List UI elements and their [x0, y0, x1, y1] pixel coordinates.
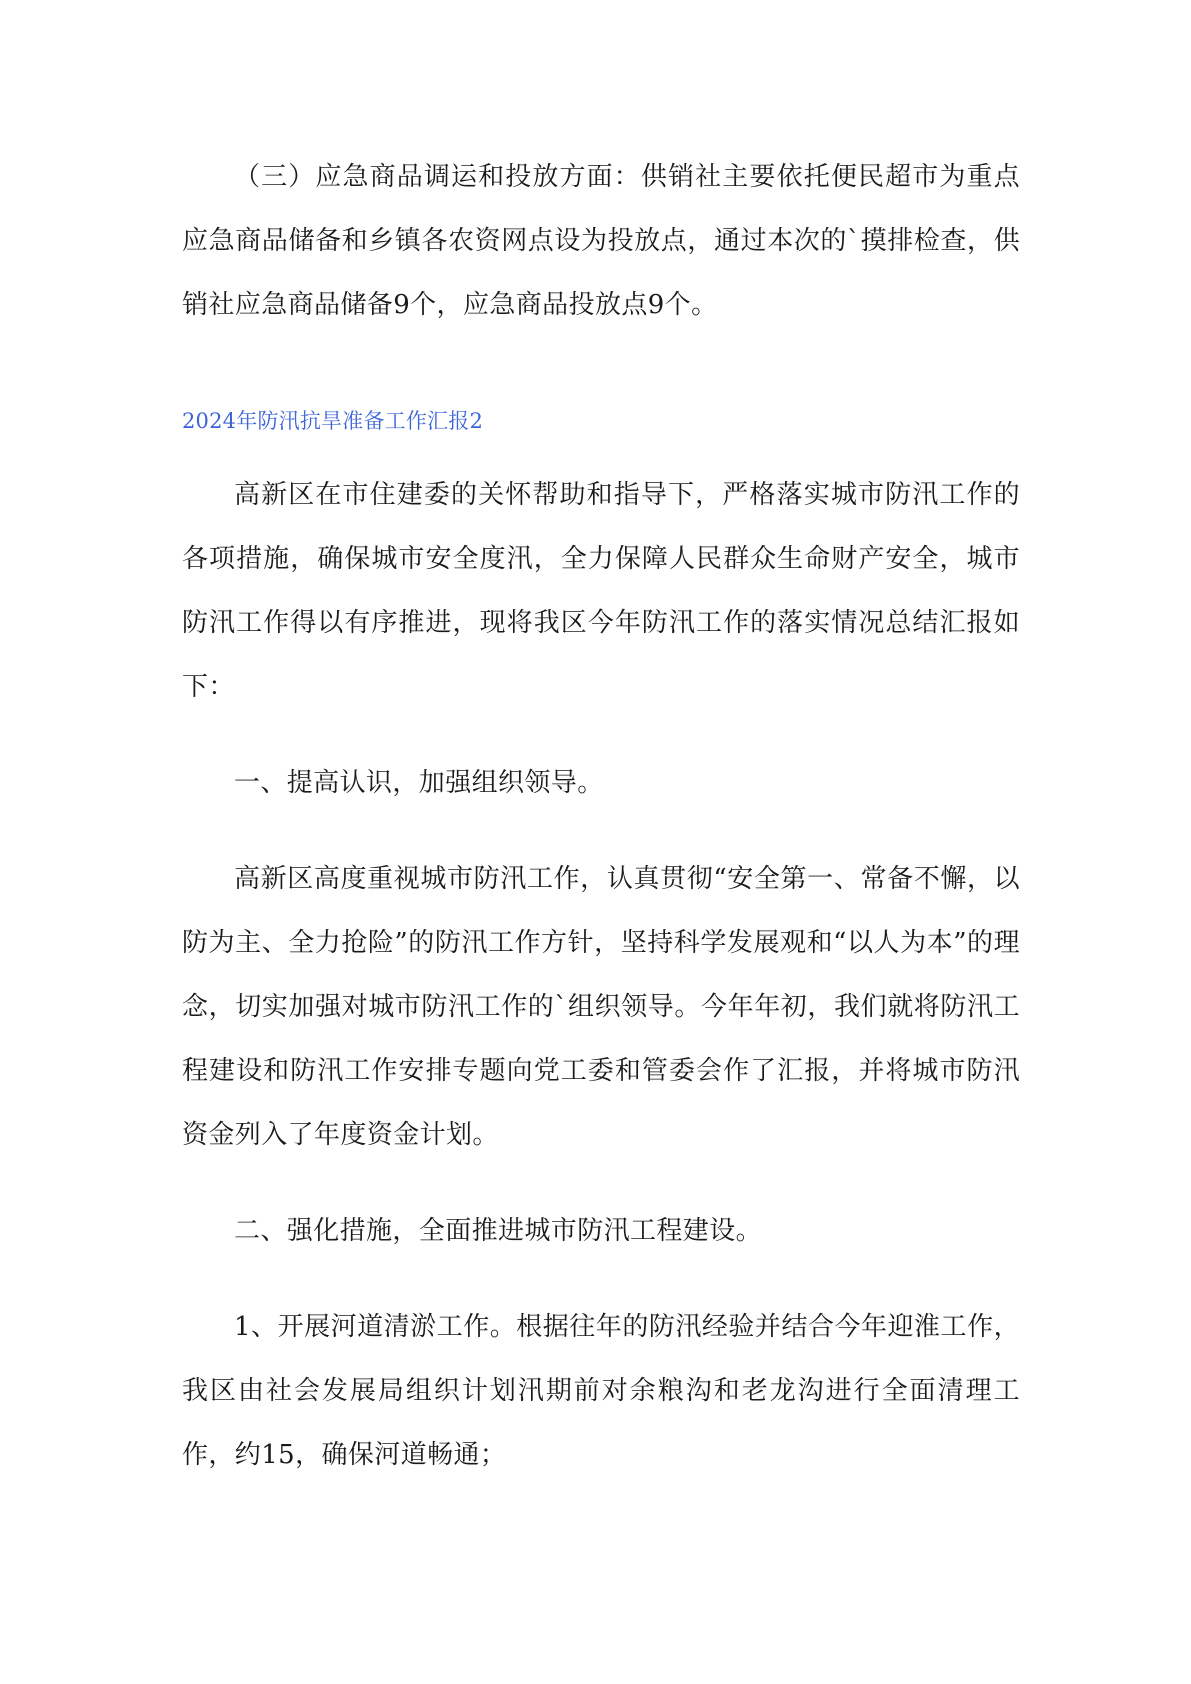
spacer	[182, 719, 1020, 751]
heading-one: 一、提高认识，加强组织领导。	[234, 768, 604, 798]
document-body	[182, 145, 1020, 1487]
spacer	[182, 1263, 1020, 1295]
paragraph-emergency-goods: （三）应急商品调运和投放方面：供销社主要依托便民超市为重点应急商品储备和乡镇各农资网点设为投放点，通过本次的`摸排检查，供销社应急商品储备9个，应急商品投放点9个。	[182, 162, 1020, 320]
spacer	[182, 815, 1020, 847]
spacer	[182, 1167, 1020, 1199]
paragraph-river-dredging: 1、开展河道清淤工作。根据往年的防汛经验并结合今年迎淮工作，我区由社会发展局组织计划汛期前对余粮沟和老龙沟进行全面清理工作，约15，确保河道畅通；	[182, 1312, 1020, 1470]
paragraph-leadership: 高新区高度重视城市防汛工作，认真贯彻“安全第一、常备不懈，以防为主、全力抢险”的防汛工作方针，坚持科学发展观和“以人为本”的理念，切实加强对城市防汛工作的`组织领导。今年年初，我们就将防汛工程建设和防汛工作安排专题向党工委和管委会作了汇报，并将城市防汛资金列入了年度资金计划。	[182, 864, 1020, 1150]
section-title: 2024年防汛抗旱准备工作汇报2	[182, 409, 484, 433]
spacer	[182, 337, 1020, 401]
spacer	[182, 441, 1020, 463]
heading-two: 二、强化措施，全面推进城市防汛工程建设。	[234, 1216, 763, 1246]
paragraph-intro: 高新区在市住建委的关怀帮助和指导下，严格落实城市防汛工作的各项措施，确保城市安全度汛，全力保障人民群众生命财产安全，城市防汛工作得以有序推进，现将我区今年防汛工作的落实情况总结汇报如下：	[182, 480, 1020, 702]
